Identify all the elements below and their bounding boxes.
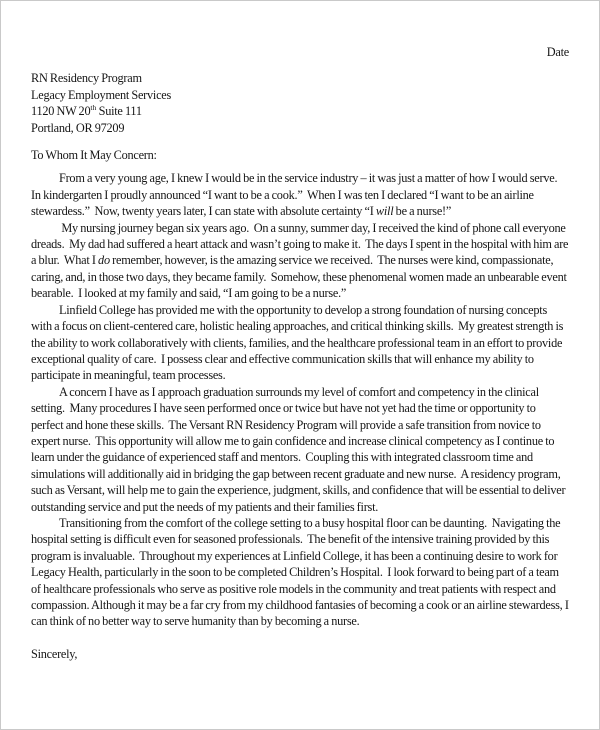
text-run: My nursing journey began six years ago. On a sunny, summer day, I received the kind of phone call everyone dreads. My dad had suffered a heart attack and wasn’t going to make it. The days I spent in the hospital with him are a blur. What I <box>31 220 571 268</box>
recipient-program-line <box>31 70 569 86</box>
letter-body <box>31 170 572 629</box>
text-run: Suite 111 <box>96 104 142 119</box>
italic-text-run: do <box>98 253 110 268</box>
text-run: Transitioning from the comfort of the college setting to a busy hospital floor can be daunting. Navigating the hospital setting is difficult even for seasoned professionals. The benefit of the intensive training provided by this program is invaluable. Throughout my experiences at Linfield College, it has been a continuing desire to work for Legacy Health, particularly in the soon to be completed Children’s Hospital. I look forward to being part of a team of healthcare professionals who serve as positive role models in the community and treat patients with respect and compassion. Although it may be a far cry from my childhood fantasies of becoming a cook or an airline stewardess, I can think of no better way to serve humanity than by becoming a nurse. <box>31 515 572 629</box>
paragraph-residency-program <box>31 384 569 515</box>
paragraph-linfield-college <box>31 302 569 384</box>
date-placeholder: Date <box>546 45 569 59</box>
recipient-organization-line <box>31 87 569 103</box>
text-run: 1120 NW 20 <box>31 104 91 119</box>
superscript-text-run: th <box>90 103 97 113</box>
italic-text-run: will <box>375 204 394 219</box>
paragraph-service-intro <box>31 170 569 219</box>
salutation: To Whom It May Concern: <box>31 148 157 163</box>
text-run: Portland, OR 97209 <box>31 120 125 135</box>
text-run: A concern I have as I approach graduation surrounds my level of comfort and competency in the clinical setting. Many procedures I have seen performed once or twice but have not yet had the time or opportunity to perfect and hone these skills. The Versant RN Residency Program will provide a safe transition from novice to expert nurse. This opportunity will allow me to gain confidence and increase clinical competency as I continue to learn under the guidance of experienced staff and mentors. Coupling this with integrated classroom time and simulations will additionally aid in bridging the gap between recent graduate and new nurse. A residency program, such as Versant, will help me to gain the experience, judgment, skills, and confidence that will be essential to deliver outstanding service and put the needs of my patients and their families first. <box>31 384 568 514</box>
recipient-street-line <box>31 103 569 119</box>
paragraph-transition-legacy <box>31 515 572 630</box>
paragraph-nursing-journey <box>31 220 569 302</box>
text-run: be a nurse!” <box>393 204 452 219</box>
closing-sincerely: Sincerely, <box>31 646 78 661</box>
text-run: RN Residency Program <box>31 71 142 86</box>
text-run: From a very young age, I knew I would be in the service industry – it was just a matter of how I would serve. In kindergarten I proudly announced “I want to be a cook.” When I was ten I declared “I want to be an airline stewardess.” Now, twenty years later, I can state with absolute certainty “I <box>31 171 562 219</box>
recipient-city-state-zip-line <box>31 120 569 136</box>
text-run: Legacy Employment Services <box>31 87 172 102</box>
text-run: Linfield College has provided me with the opportunity to develop a strong foundation of nursing concepts with a focus on client-centered care, holistic healing approaches, and critical thinking skills. My greatest strength is the ability to work collaboratively with clients, families, and the healthcare professional team in an effort to provide exceptional quality of care. I possess clear and effective communication skills that will enhance my ability to participate in meaningful, team processes. <box>31 302 566 383</box>
recipient-address-block <box>31 70 569 136</box>
text-run: remember, however, is the amazing service we received. The nurses were kind, compassionate, caring, and, in those two days, they became family. Somehow, these phenomenal women made an unbearable event bearable. I looked at my family and said, “I am going to be a nurse.” <box>31 253 569 301</box>
